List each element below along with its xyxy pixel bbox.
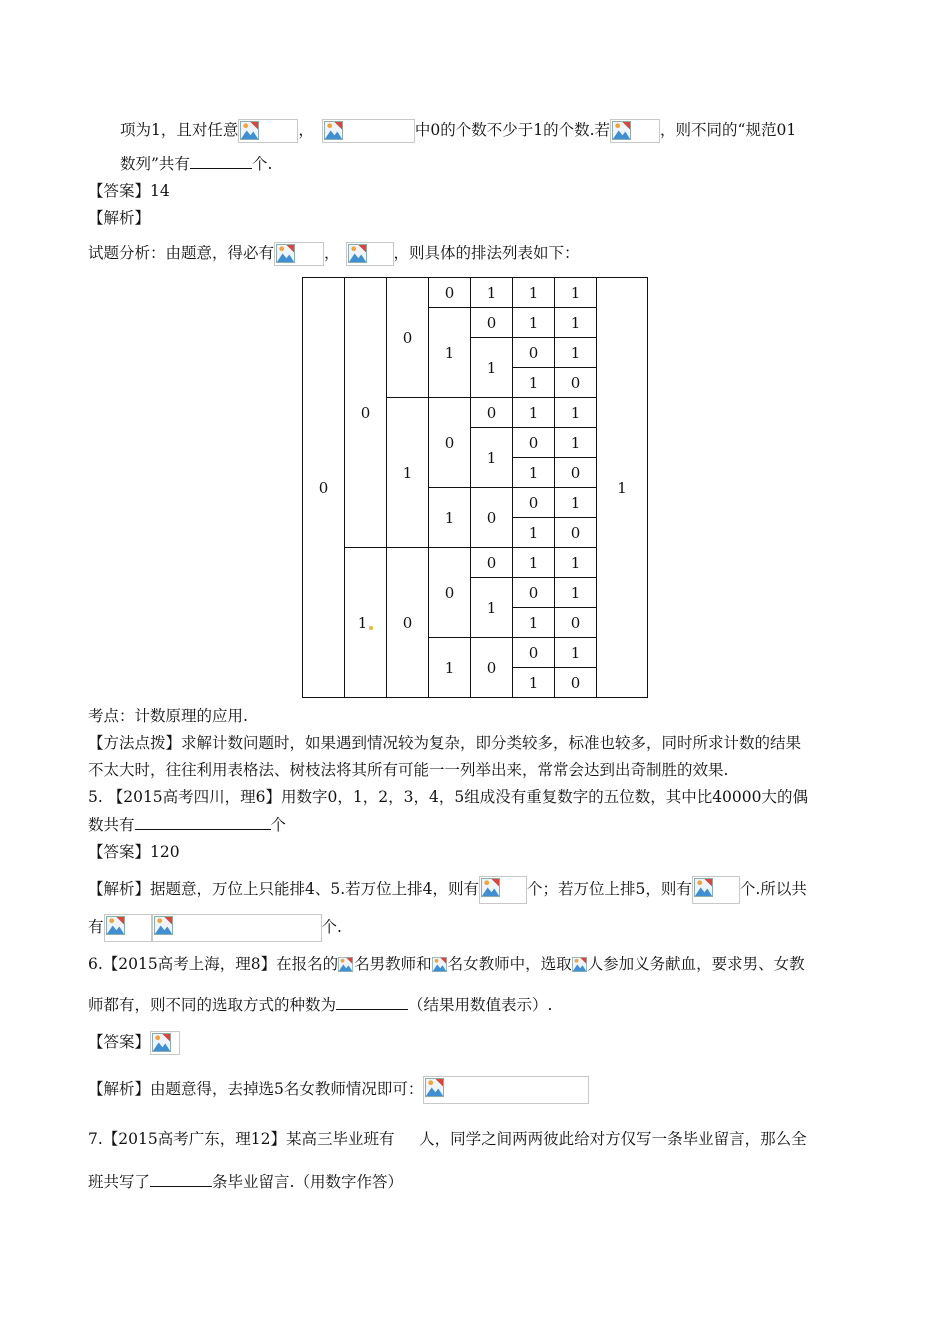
table-cell: 1 (513, 278, 555, 308)
table-cell: 1 (513, 548, 555, 578)
q7-line2 (88, 1172, 403, 1192)
table-cell: 0 (471, 488, 513, 548)
formula-image-icon (150, 1031, 180, 1055)
table-cell: 0 (471, 398, 513, 428)
text: 名女教师中，选取 (447, 955, 572, 973)
q4-line2 (120, 154, 272, 174)
text: 数列”共有 (120, 155, 190, 173)
text: 项为1，且对任意 (120, 121, 239, 139)
table-cell: 0 (555, 458, 597, 488)
table-cell: 0 (513, 638, 555, 668)
text: 个.所以共 (739, 880, 807, 898)
table-cell: 0 (555, 608, 597, 638)
cell-text: 1 (357, 613, 368, 632)
formula-image-icon (572, 953, 588, 977)
text: 条毕业留言.（用数字作答） (212, 1173, 403, 1191)
text: 个. (251, 155, 273, 173)
table-cell: 1 (471, 338, 513, 398)
text: 班共写了 (88, 1173, 151, 1191)
answer-blank (150, 1172, 212, 1187)
table-cell: 1 (429, 308, 471, 398)
table-cell: 0 (555, 518, 597, 548)
text: 个 (270, 816, 287, 834)
q5-analysis-2 (88, 914, 342, 942)
table-cell: 0 (303, 278, 345, 698)
label: 【答案】 (88, 182, 151, 200)
text: 6.【2015高考上海，理8】在报名的 (88, 955, 339, 973)
answer-value: 120 (150, 843, 180, 861)
q4-method-1: 【方法点拨】求解计数问题时，如果遇到情况较为复杂，即分类较多，标准也较多，同时所求计数的结果 (88, 734, 802, 752)
table-cell: 0 (471, 308, 513, 338)
q4-analysis-label: 【解析】 (88, 209, 151, 227)
text: 个. (321, 918, 342, 936)
table-cell: 1 (555, 428, 597, 458)
answer-blank (135, 815, 271, 830)
table-cell: 1 (555, 578, 597, 608)
table-cell: 0 (345, 278, 387, 548)
table-cell: 0 (555, 668, 597, 698)
q6-analysis (88, 1076, 589, 1104)
table-cell: 1 (387, 398, 429, 548)
table-cell: 0 (429, 278, 471, 308)
table-cell: 1 (513, 518, 555, 548)
table-cell: 1 (513, 668, 555, 698)
text: 名男教师和 (354, 955, 432, 973)
formula-image-icon (610, 119, 660, 143)
q4-analysis (88, 242, 580, 266)
table-cell: 1 (555, 548, 597, 578)
label: 【答案】 (88, 1033, 151, 1051)
q5-line1: 5. 【2015高考四川，理6】用数字0，1，2，3，4，5组成没有重复数字的五位数，其中比40000大的偶 (88, 788, 809, 806)
table-cell: 0 (555, 368, 597, 398)
table-cell: 1 (429, 638, 471, 698)
text: （结果用数值表示）. (408, 996, 553, 1014)
q6-answer (88, 1031, 180, 1055)
table-cell: 0 (513, 428, 555, 458)
answer-blank (336, 995, 408, 1010)
text: 人参加义务献血，要求男、女教 (587, 955, 805, 973)
text: ， (298, 121, 314, 139)
table-cell: 0 (471, 638, 513, 698)
table-cell: 1 (513, 308, 555, 338)
table-cell: 1 (471, 578, 513, 638)
q4-kaodian: 考点：计数原理的应用. (88, 707, 248, 725)
table-cell: 1 (555, 308, 597, 338)
table-cell: 1 (513, 398, 555, 428)
text: 数共有 (88, 816, 135, 834)
q4-answer (88, 181, 170, 201)
table-cell: 1 (555, 638, 597, 668)
table-cell: 1 (555, 338, 597, 368)
formula-image-icon (152, 914, 322, 942)
table-cell: 0 (429, 398, 471, 488)
table-cell: 1 (471, 278, 513, 308)
table-cell: 1 (513, 608, 555, 638)
formula-image-icon (338, 953, 354, 977)
q5-line2 (88, 815, 286, 835)
text: 师都有，则不同的选取方式的种数为 (88, 996, 337, 1014)
formula-image-icon (322, 119, 415, 143)
formula-image-icon (104, 914, 152, 942)
text: 【解析】据题意，万位上只能排4、5.若万位上排4，则有 (88, 880, 480, 898)
answer-value: 14 (150, 182, 170, 200)
formula-image-icon (346, 242, 394, 266)
text: ， (324, 244, 340, 262)
table-cell: 1 (555, 278, 597, 308)
formula-image-icon (274, 242, 324, 266)
caret-marker-icon (369, 626, 373, 630)
formula-image-icon (479, 876, 527, 904)
q7-line1: 7.【2015高考广东，理12】某高三毕业班有 人，同学之间两两彼此给对方仅写一条毕业留言，那么全 (88, 1130, 807, 1148)
text: 【解析】由题意得，去掉选5名女教师情况即可： (88, 1080, 424, 1098)
table-cell: 0 (387, 278, 429, 398)
text: ，则具体的排法列表如下： (393, 244, 580, 262)
formula-image-icon (238, 119, 298, 143)
table-cell (345, 548, 387, 698)
table-cell: 1 (555, 488, 597, 518)
enumeration-table (302, 277, 648, 698)
text: ，则不同的“规范01 (660, 121, 797, 139)
table-cell: 1 (471, 428, 513, 488)
table-cell: 0 (513, 338, 555, 368)
text: 有 (88, 918, 104, 936)
table-cell: 0 (387, 548, 429, 698)
table-cell: 0 (513, 488, 555, 518)
table-cell: 1 (513, 368, 555, 398)
table-cell: 1 (513, 458, 555, 488)
text: 中0的个数不少于1的个数.若 (414, 121, 611, 139)
table-cell: 0 (471, 548, 513, 578)
formula-image-icon (432, 953, 448, 977)
table-cell: 1 (555, 398, 597, 428)
label: 【答案】 (88, 843, 151, 861)
q5-answer (88, 842, 180, 862)
q4-line1 (120, 119, 796, 143)
table-cell: 1 (429, 488, 471, 548)
q6-line2 (88, 995, 552, 1015)
table-cell: 0 (429, 548, 471, 638)
formula-image-icon (692, 876, 740, 904)
table-cell: 1 (597, 278, 648, 698)
q4-method-2: 不太大时，往往利用表格法、树枝法将其所有可能一一列举出来，常常会达到出奇制胜的效果. (88, 761, 729, 779)
answer-blank (190, 154, 252, 169)
text: 试题分析：由题意，得必有 (88, 244, 275, 262)
formula-image-icon (423, 1076, 589, 1104)
text: 个；若万位上排5，则有 (527, 880, 692, 898)
q5-analysis-1 (88, 876, 807, 904)
table-cell: 0 (513, 578, 555, 608)
q6-line1 (88, 953, 805, 977)
